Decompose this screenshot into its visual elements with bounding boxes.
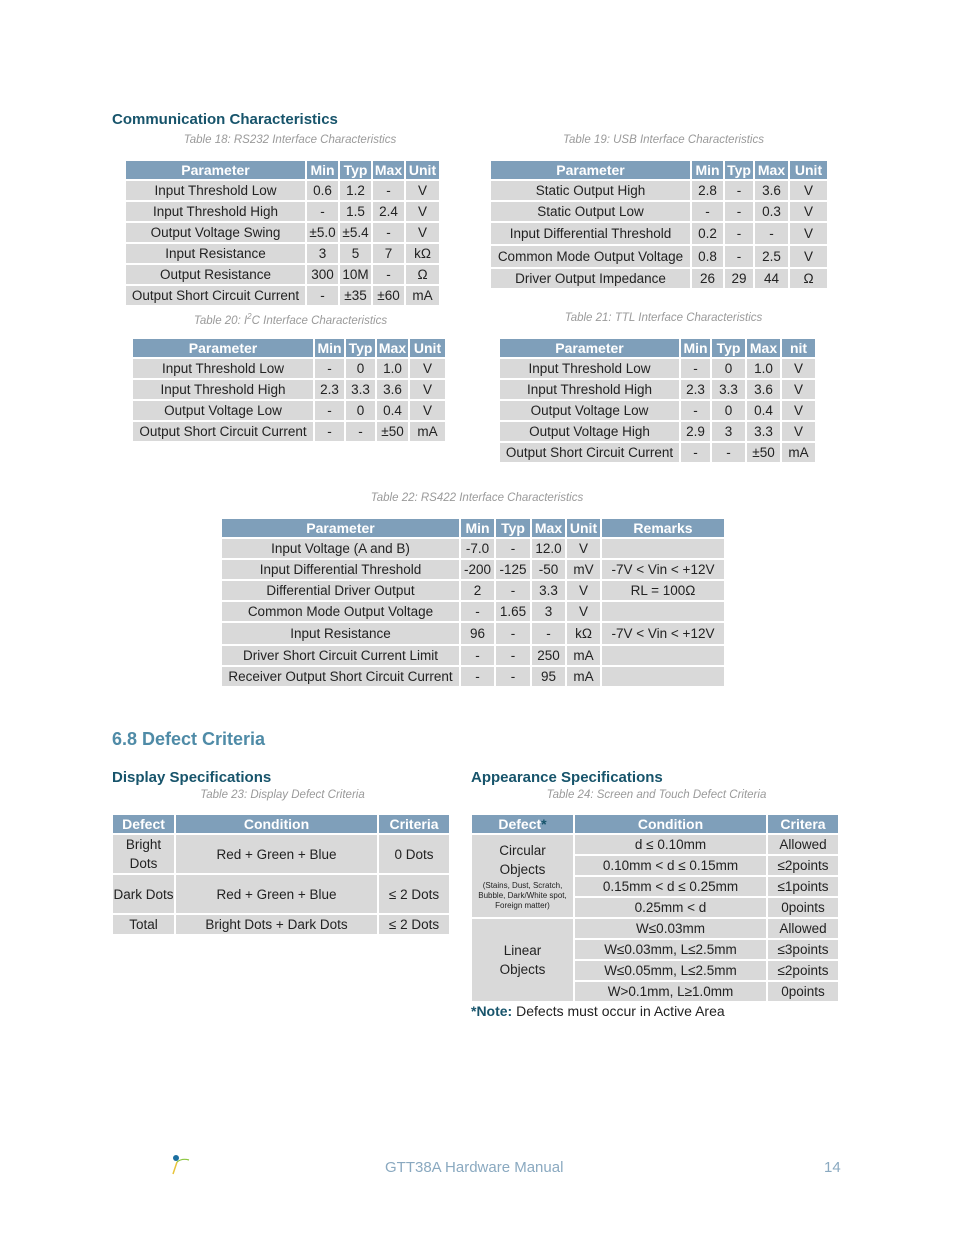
circular-objects-label: Circular Objects: [499, 843, 546, 877]
display-spec-title: Display Specifications: [112, 769, 272, 786]
condition-cell: W>0.1mm, L≥1.0mm: [575, 982, 766, 1001]
min-cell: -200: [461, 560, 494, 579]
remarks-cell: -7V < Vin < +12V: [602, 623, 724, 644]
unit-cell: V: [410, 359, 445, 378]
max-cell: -50: [532, 560, 565, 579]
parameter-cell: Output Resistance: [126, 265, 305, 284]
typ-cell: 1.2: [340, 181, 371, 200]
condition-cell: W≤0.03mm, L≤2.5mm: [575, 940, 766, 959]
table-row: [491, 223, 827, 244]
defect-cell: Total: [113, 915, 174, 934]
max-cell: 3.6: [747, 380, 780, 399]
min-cell: -: [681, 401, 710, 420]
col-defect: Defect: [113, 815, 174, 833]
typ-cell: -: [725, 181, 753, 200]
unit-cell: mV: [567, 560, 600, 579]
table-row: [222, 623, 724, 644]
min-cell: 300: [307, 265, 338, 284]
parameter-cell: Differential Driver Output: [222, 581, 459, 600]
max-cell: 0.3: [755, 202, 788, 221]
min-cell: ±5.0: [307, 223, 338, 242]
table-row: [133, 422, 445, 441]
min-cell: -: [315, 359, 344, 378]
parameter-cell: Input Threshold Low: [133, 359, 313, 378]
circular-objects-cell: [472, 835, 573, 917]
note-text: Defects must occur in Active Area: [512, 1003, 725, 1019]
min-cell: 2.8: [692, 181, 723, 200]
typ-cell: 0: [712, 401, 745, 420]
max-cell: 3.3: [747, 422, 780, 441]
table20-caption: Table 20: $I^2C$ Interface Characteristics: [193, 312, 388, 327]
unit-cell: V: [406, 202, 439, 221]
unit-cell: mA: [567, 646, 600, 665]
unit-cell: V: [406, 223, 439, 242]
unit-cell: kΩ: [406, 244, 439, 263]
max-cell: 1.0: [747, 359, 780, 378]
unit-cell: V: [782, 401, 815, 420]
unit-cell: mA: [567, 667, 600, 686]
max-cell: 0.4: [747, 401, 780, 420]
typ-cell: 0: [712, 359, 745, 378]
col-criteria: Criteria: [379, 815, 449, 833]
table-row: [491, 181, 827, 200]
min-cell: -: [461, 667, 494, 686]
col-max: Max: [747, 339, 780, 357]
parameter-cell: Output Voltage Swing: [126, 223, 305, 242]
max-cell: 7: [373, 244, 404, 263]
typ-cell: -: [496, 646, 530, 665]
max-cell: 0.4: [377, 401, 408, 420]
table-row: [222, 581, 724, 600]
min-cell: -: [307, 202, 338, 221]
max-cell: ±50: [747, 443, 780, 462]
display-defect-table: [111, 813, 451, 936]
max-cell: ±60: [373, 286, 404, 305]
typ-cell: -: [725, 246, 753, 267]
typ-cell: -: [496, 667, 530, 686]
col-parameter: Parameter: [133, 339, 313, 357]
typ-cell: -: [725, 202, 753, 221]
typ-cell: -: [725, 223, 753, 244]
max-cell: 12.0: [532, 539, 565, 558]
rs232-table: [124, 159, 441, 307]
col-min: Min: [692, 161, 723, 179]
max-cell: -: [532, 623, 565, 644]
table19-caption: Table 19: USB Interface Characteristics: [563, 134, 764, 146]
criteria-cell: ≤ 2 Dots: [379, 875, 449, 913]
parameter-cell: Driver Output Impedance: [491, 269, 690, 288]
parameter-cell: Receiver Output Short Circuit Current: [222, 667, 459, 686]
max-cell: 1.0: [377, 359, 408, 378]
col-typ: Typ: [496, 519, 530, 537]
criteria-cell: 0points: [768, 982, 838, 1001]
table-row: [500, 401, 815, 420]
remarks-cell: -7V < Vin < +12V: [602, 560, 724, 579]
min-cell: -: [681, 359, 710, 378]
table23-caption: Table 23: Display Defect Criteria: [200, 789, 365, 801]
parameter-cell: Output Short Circuit Current: [500, 443, 679, 462]
defect-cell: Bright Dots: [113, 835, 174, 873]
unit-cell: V: [790, 246, 827, 267]
table-row: [491, 269, 827, 288]
col-min: Min: [461, 519, 494, 537]
max-cell: 250: [532, 646, 565, 665]
max-cell: 44: [755, 269, 788, 288]
col-min: Min: [307, 161, 338, 179]
defect-note: [471, 1003, 725, 1019]
table-row: [113, 915, 449, 934]
typ-cell: 1.65: [496, 602, 530, 621]
table-row: [472, 835, 838, 854]
min-cell: -: [315, 401, 344, 420]
condition-cell: Red + Green + Blue: [176, 875, 377, 913]
unit-cell: V: [410, 380, 445, 399]
typ-cell: 3.3: [712, 380, 745, 399]
col-typ: Typ: [346, 339, 375, 357]
unit-cell: V: [782, 359, 815, 378]
condition-cell: d ≤ 0.10mm: [575, 835, 766, 854]
condition-cell: Bright Dots + Dark Dots: [176, 915, 377, 934]
min-cell: 96: [461, 623, 494, 644]
remarks-cell: [602, 539, 724, 558]
criteria-cell: 0 Dots: [379, 835, 449, 873]
min-cell: 3: [307, 244, 338, 263]
table-row: [222, 602, 724, 621]
max-cell: 2.4: [373, 202, 404, 221]
condition-cell: 0.10mm < d ≤ 0.15mm: [575, 856, 766, 875]
table-row: [133, 401, 445, 420]
remarks-cell: [602, 602, 724, 621]
max-cell: 2.5: [755, 246, 788, 267]
col-typ: Typ: [340, 161, 371, 179]
col-critera: Critera: [768, 815, 838, 833]
rs422-table: [220, 517, 726, 688]
parameter-cell: Common Mode Output Voltage: [222, 602, 459, 621]
min-cell: -7.0: [461, 539, 494, 558]
table-row: [133, 380, 445, 399]
unit-cell: mA: [410, 422, 445, 441]
table-row: [126, 265, 439, 284]
criteria-cell: ≤3points: [768, 940, 838, 959]
parameter-cell: Output Short Circuit Current: [126, 286, 305, 305]
defect-cell: Dark Dots: [113, 875, 174, 913]
col-typ: Typ: [725, 161, 753, 179]
unit-cell: V: [406, 181, 439, 200]
ttl-table: [498, 337, 817, 464]
table24-caption: Table 24: Screen and Touch Defect Criteria: [546, 789, 767, 801]
min-cell: -: [307, 286, 338, 305]
col-defect: Defect*: [472, 815, 573, 833]
min-cell: -: [315, 422, 344, 441]
criteria-cell: ≤1points: [768, 877, 838, 896]
table-row: [500, 422, 815, 441]
table-row: [133, 359, 445, 378]
max-cell: 3.6: [755, 181, 788, 200]
min-cell: -: [461, 602, 494, 621]
parameter-cell: Input Threshold High: [133, 380, 313, 399]
parameter-cell: Input Differential Threshold: [491, 223, 690, 244]
table-row: [126, 286, 439, 305]
col-parameter: Parameter: [500, 339, 679, 357]
typ-cell: -: [712, 443, 745, 462]
typ-cell: -125: [496, 560, 530, 579]
typ-cell: -: [346, 422, 375, 441]
appearance-spec-title: Appearance Specifications: [471, 769, 663, 786]
typ-cell: ±5.4: [340, 223, 371, 242]
table-row: [222, 560, 724, 579]
i2c-table: [131, 337, 447, 443]
min-cell: 26: [692, 269, 723, 288]
footer-title: GTT38A Hardware Manual: [385, 1159, 564, 1176]
min-cell: -: [692, 202, 723, 221]
col-min: Min: [315, 339, 344, 357]
col-parameter: Parameter: [491, 161, 690, 179]
parameter-cell: Input Resistance: [126, 244, 305, 263]
typ-cell: 0: [346, 401, 375, 420]
table18-caption: Table 18: RS232 Interface Characteristics: [183, 134, 397, 146]
min-cell: 2.9: [681, 422, 710, 441]
col-max: Max: [755, 161, 788, 179]
typ-cell: 10M: [340, 265, 371, 284]
criteria-cell: 0points: [768, 898, 838, 917]
defect-section-title: 6.8 Defect Criteria: [112, 729, 266, 749]
min-cell: 0.8: [692, 246, 723, 267]
typ-cell: -: [496, 623, 530, 644]
table21-caption: Table 21: TTL Interface Characteristics: [564, 312, 763, 324]
table-row: [491, 246, 827, 267]
criteria-cell: ≤2points: [768, 856, 838, 875]
table22-caption: Table 22: RS422 Interface Characteristics: [370, 492, 584, 504]
note-label: *Note:: [471, 1003, 513, 1019]
typ-cell: ±35: [340, 286, 371, 305]
col-unit: Unit: [790, 161, 827, 179]
condition-cell: 0.15mm < d ≤ 0.25mm: [575, 877, 766, 896]
parameter-cell: Input Threshold Low: [500, 359, 679, 378]
parameter-cell: Input Voltage (A and B): [222, 539, 459, 558]
parameter-cell: Common Mode Output Voltage: [491, 246, 690, 267]
table-row: [222, 667, 724, 686]
col-unit: Unit: [567, 519, 600, 537]
remarks-cell: [602, 667, 724, 686]
unit-cell: V: [782, 380, 815, 399]
parameter-cell: Input Threshold High: [500, 380, 679, 399]
table-row: [113, 875, 449, 913]
comm-section-title: Communication Characteristics: [112, 111, 338, 128]
table-row: [126, 202, 439, 221]
typ-cell: 3: [712, 422, 745, 441]
table-row: [113, 835, 449, 873]
table-row: [472, 919, 838, 938]
parameter-cell: Static Output High: [491, 181, 690, 200]
circular-objects-note: (Stains, Dust, Scratch, Bubble, Dark/White spot, Foreign matter): [478, 881, 567, 910]
parameter-cell: Input Resistance: [222, 623, 459, 644]
criteria-cell: ≤ 2 Dots: [379, 915, 449, 934]
remarks-cell: RL = 100Ω: [602, 581, 724, 600]
col-remarks: Remarks: [602, 519, 724, 537]
typ-cell: -: [496, 581, 530, 600]
min-cell: 0.2: [692, 223, 723, 244]
parameter-cell: Output Short Circuit Current: [133, 422, 313, 441]
col-parameter: Parameter: [222, 519, 459, 537]
parameter-cell: Input Threshold Low: [126, 181, 305, 200]
max-cell: -: [373, 223, 404, 242]
max-cell: -: [755, 223, 788, 244]
unit-cell: Ω: [406, 265, 439, 284]
table-row: [500, 359, 815, 378]
parameter-cell: Driver Short Circuit Current Limit: [222, 646, 459, 665]
col-typ: Typ: [712, 339, 745, 357]
parameter-cell: Static Output Low: [491, 202, 690, 221]
col-unit: Unit: [410, 339, 445, 357]
linear-objects-cell: Linear Objects: [472, 919, 573, 1001]
max-cell: 3: [532, 602, 565, 621]
criteria-cell: Allowed: [768, 919, 838, 938]
col-parameter: Parameter: [126, 161, 305, 179]
min-cell: 2.3: [315, 380, 344, 399]
condition-cell: 0.25mm < d: [575, 898, 766, 917]
max-cell: -: [373, 265, 404, 284]
unit-cell: mA: [406, 286, 439, 305]
col-unit: Unit: [406, 161, 439, 179]
typ-cell: -: [496, 539, 530, 558]
condition-cell: W≤0.05mm, L≤2.5mm: [575, 961, 766, 980]
table-row: [222, 539, 724, 558]
col-condition: Condition: [176, 815, 377, 833]
max-cell: 95: [532, 667, 565, 686]
min-cell: -: [461, 646, 494, 665]
usb-table: [489, 159, 829, 290]
unit-cell: V: [567, 581, 600, 600]
condition-cell: W≤0.03mm: [575, 919, 766, 938]
parameter-cell: Output Voltage Low: [133, 401, 313, 420]
criteria-cell: Allowed: [768, 835, 838, 854]
min-cell: 0.6: [307, 181, 338, 200]
company-logo-icon: [168, 1152, 192, 1176]
parameter-cell: Input Threshold High: [126, 202, 305, 221]
typ-cell: 1.5: [340, 202, 371, 221]
max-cell: -: [373, 181, 404, 200]
min-cell: -: [681, 443, 710, 462]
unit-cell: V: [790, 223, 827, 244]
unit-cell: V: [790, 202, 827, 221]
col-max: Max: [532, 519, 565, 537]
typ-cell: 5: [340, 244, 371, 263]
col-min: Min: [681, 339, 710, 357]
table-row: [500, 443, 815, 462]
condition-cell: Red + Green + Blue: [176, 835, 377, 873]
unit-cell: V: [567, 602, 600, 621]
min-cell: 2: [461, 581, 494, 600]
col-max: Max: [378, 340, 407, 356]
unit-cell: mA: [782, 443, 815, 462]
typ-cell: 3.3: [346, 380, 375, 399]
col-max: Max: [374, 162, 403, 178]
parameter-cell: Input Differential Threshold: [222, 560, 459, 579]
typ-cell: 29: [725, 269, 753, 288]
col-condition: Condition: [575, 815, 766, 833]
screen-touch-defect-table: [470, 813, 840, 1003]
unit-cell: V: [790, 181, 827, 200]
max-cell: ±50: [377, 422, 408, 441]
max-cell: 3.3: [532, 581, 565, 600]
unit-cell: V: [567, 539, 600, 558]
parameter-cell: Output Voltage Low: [500, 401, 679, 420]
table-row: [126, 244, 439, 263]
table-row: [500, 380, 815, 399]
table-row: [126, 223, 439, 242]
criteria-cell: ≤2points: [768, 961, 838, 980]
col-unit: nit: [782, 339, 815, 357]
unit-cell: V: [410, 401, 445, 420]
table-row: [222, 646, 724, 665]
typ-cell: 0: [346, 359, 375, 378]
table-row: [491, 202, 827, 221]
unit-cell: V: [782, 422, 815, 441]
min-cell: 2.3: [681, 380, 710, 399]
table-row: [126, 181, 439, 200]
parameter-cell: Output Voltage High: [500, 422, 679, 441]
remarks-cell: [602, 646, 724, 665]
unit-cell: Ω: [790, 269, 827, 288]
max-cell: 3.6: [377, 380, 408, 399]
page-number: 14: [824, 1159, 841, 1176]
unit-cell: kΩ: [567, 623, 600, 644]
